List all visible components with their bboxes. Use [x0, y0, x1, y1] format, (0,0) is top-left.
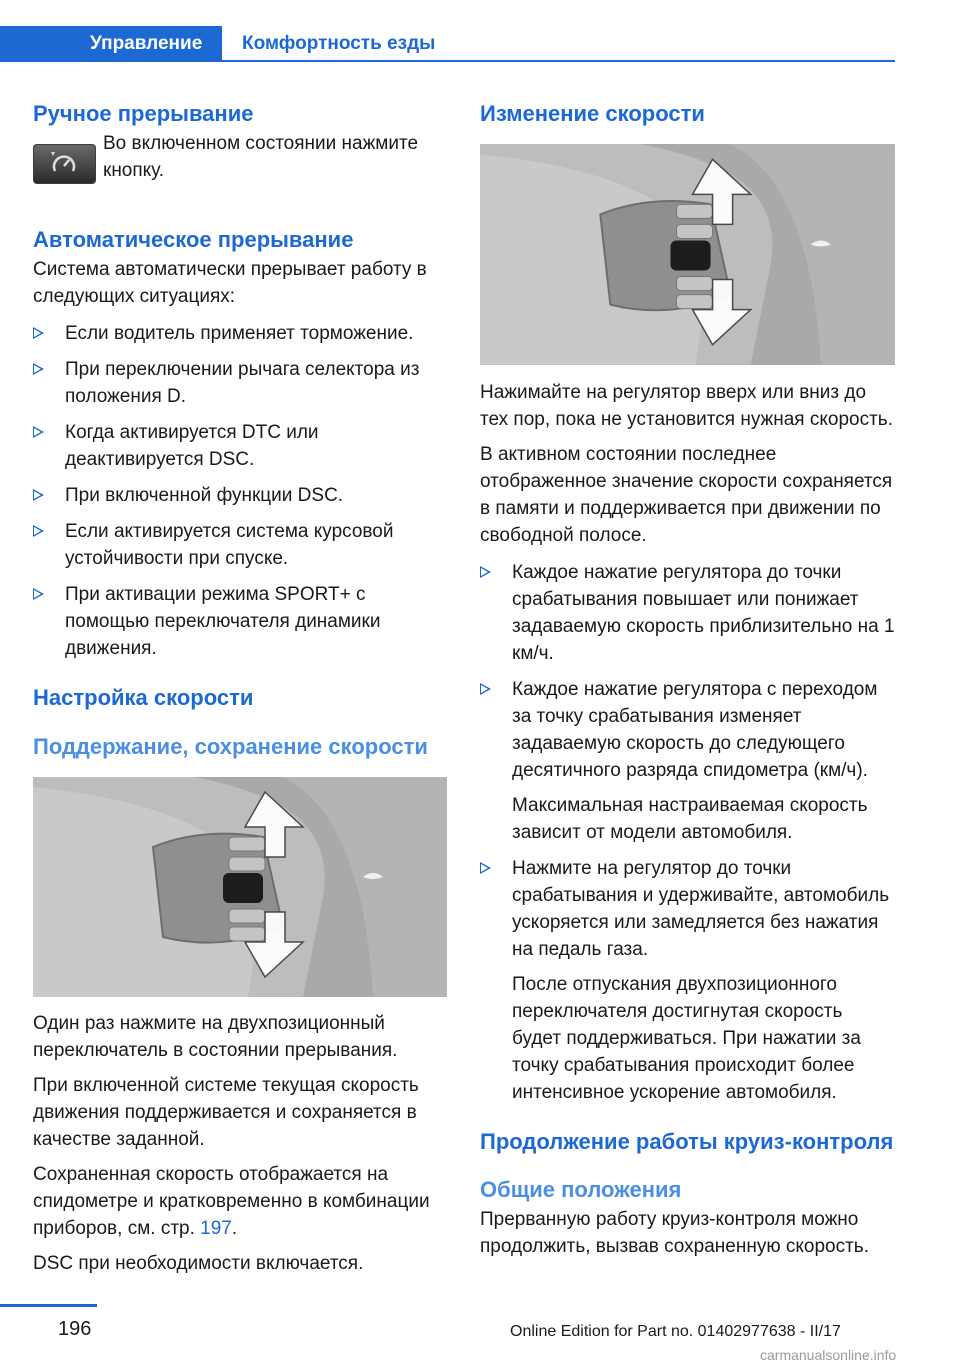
keep-para-4: DSC при необходимости включается. — [33, 1253, 364, 1274]
heading-general: Общие положения — [480, 1177, 682, 1202]
general-para: Прерванную работу круиз-контроля можно продолжить, вызвав сохраненную скорость. — [480, 1209, 869, 1257]
right-column — [480, 100, 895, 1260]
keep-para-2: При включенной системе текущая скорость движения поддерживается и сохраняется в качестве заданной. — [33, 1075, 419, 1150]
list-item: Когда активируется DTC или деактивируется DSC. — [33, 419, 447, 473]
header-rule — [0, 60, 895, 62]
watermark: carmanualsonline.info — [760, 1347, 897, 1363]
change-para-1: Нажимайте на регулятор вверх или вниз до тех пор, пока не установится нужная скорость. — [480, 382, 893, 430]
heading-speed-setting: Настройка скорости — [33, 685, 254, 710]
heading-auto-interrupt: Автоматическое прерывание — [33, 227, 354, 252]
list-item: При активации режима SPORT+ с помощью переключателя динамики движения. — [33, 581, 447, 662]
bullet-triangle-icon — [480, 862, 491, 874]
page-link[interactable]: 197 — [200, 1218, 232, 1239]
cruise-button-icon — [33, 144, 96, 184]
steering-wheel-controls-icon — [33, 777, 447, 997]
list-item: При переключении рычага селектора из положения D. — [33, 356, 447, 410]
chapter-tab[interactable]: Управление — [0, 26, 222, 62]
heading-continue-cruise: Продолжение работы круиз-контроля — [480, 1129, 894, 1154]
page-rule — [0, 1304, 97, 1307]
list-note: Максимальная настраиваемая скорость зависит от модели автомобиля. — [512, 795, 868, 843]
heading-change-speed: Изменение скорости — [480, 101, 705, 126]
list-item: Если водитель применяет торможение. — [33, 320, 447, 347]
page-number: 196 — [58, 1318, 92, 1340]
keep-para-1: Один раз нажмите на двухпозиционный переключатель в состоянии прерывания. — [33, 1013, 398, 1061]
steering-wheel-controls-icon — [480, 144, 895, 365]
bullet-triangle-icon — [33, 489, 44, 501]
auto-list — [33, 320, 447, 662]
bullet-triangle-icon — [33, 363, 44, 375]
list-item: При включенной функции DSC. — [33, 482, 447, 509]
manual-block — [33, 130, 447, 226]
edition-text: Online Edition for Part no. 01402977638 - II/17 — [510, 1323, 841, 1340]
auto-intro: Система автоматически прерывает работу в следующих ситуациях: — [33, 259, 427, 307]
bullet-triangle-icon — [33, 588, 44, 600]
steering-wheel-figure — [33, 777, 447, 997]
steering-wheel-figure — [480, 144, 895, 365]
bullet-triangle-icon — [480, 683, 491, 695]
list-note: После отпускания двухпозиционного переключателя достигнутая скорость будет поддерживаться. При нажатии за точку срабатывания происходит более интенсивное ускорение автомобиля. — [512, 974, 861, 1103]
bullet-triangle-icon — [33, 426, 44, 438]
heading-keep-speed: Поддержание, сохранение скорости — [33, 734, 428, 759]
keep-para-3: Сохраненная скорость отображается на спидометре и кратковременно в комбинации приборов, см. стр. 197. — [33, 1164, 430, 1239]
section-tab[interactable]: Комфортность езды — [242, 33, 436, 54]
left-column — [33, 100, 447, 1277]
bullet-triangle-icon — [480, 566, 491, 578]
change-list — [480, 559, 895, 1106]
list-item: Нажмите на регулятор до точки срабатывания и удерживайте, автомобиль ускоряется или замедляется без нажатия на педаль газа. После отпускания двухпозиционного переключателя достигнутая скорость будет поддерживаться. При нажатии за точку срабатывания происходит более интенсивное ускорение автомобиля. — [480, 855, 895, 1106]
list-item: Каждое нажатие регулятора с переходом за точку срабатывания изменяет задаваемую скорость до следующего десятичного разряда спидометра (км/ч). Максимальная настраиваемая скорость зависит от модели автомобиля. — [480, 676, 895, 846]
heading-manual-interrupt: Ручное прерывание — [33, 101, 254, 126]
list-item: Если активируется система курсовой устойчивости при спуске. — [33, 518, 447, 572]
list-item: Каждое нажатие регулятора до точки срабатывания повышает или понижает задаваемую скорость приблизительно на 1 км/ч. — [480, 559, 895, 667]
manual-text: Во включенном состоянии нажмите кнопку. — [103, 133, 419, 181]
bullet-triangle-icon — [33, 327, 44, 339]
change-para-2: В активном состоянии последнее отображенное значение скорости сохраняется в памяти и поддерживается при движении по свободной полосе. — [480, 444, 893, 546]
bullet-triangle-icon — [33, 525, 44, 537]
